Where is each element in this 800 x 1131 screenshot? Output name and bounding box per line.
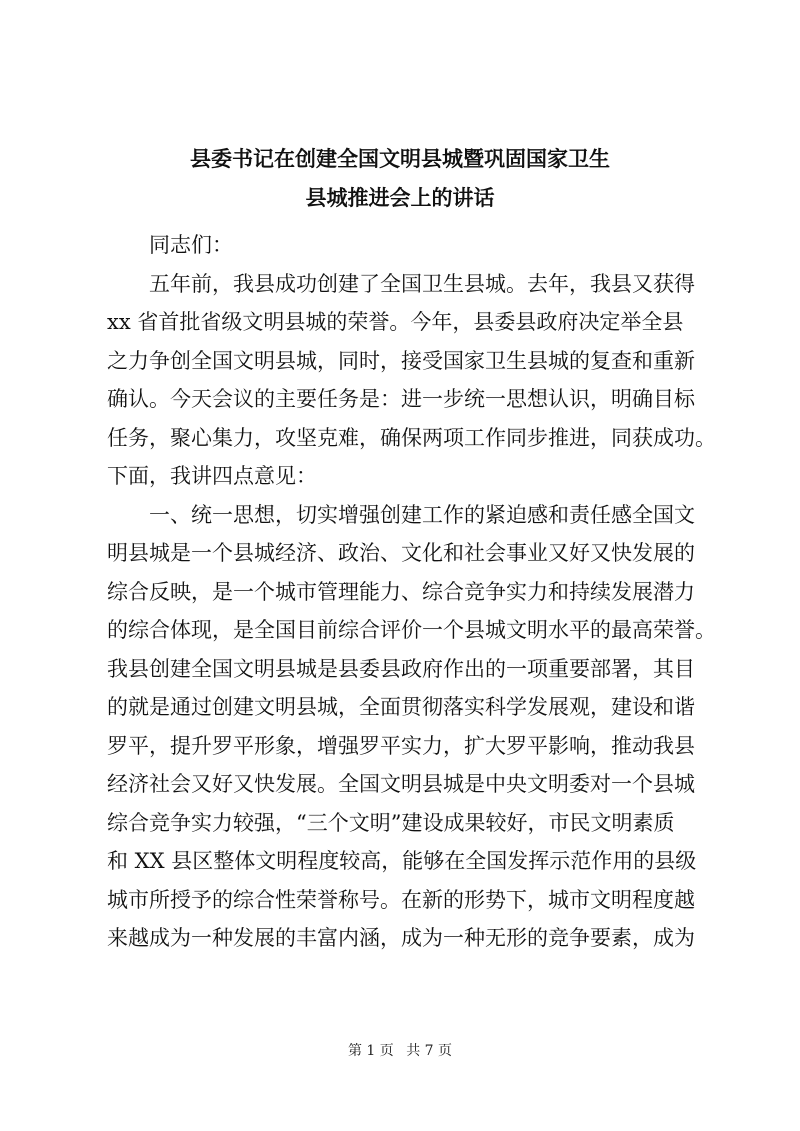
title-line-1: 县委书记在创建全国文明县城暨巩固国家卫生 [190, 146, 610, 171]
body-line: 五年前，我县成功创建了全国卫生县城。去年，我县又获得 [149, 271, 695, 296]
title-line-2: 县城推进会上的讲话 [305, 184, 495, 210]
document-title [90, 140, 710, 217]
body-line: 的综合体现，是全国目前综合评价一个县城文明水平的最高荣誉。 [107, 618, 716, 642]
body-line: 来越成为一种发展的丰富内涵，成为一种无形的竞争要素，成为 [107, 926, 695, 950]
body-line: 综合竞争实力较强，“三个文明”建设成果较好，市民文明素质 [107, 810, 675, 835]
document-body [107, 226, 716, 958]
body-line: 罗平，提升罗平形象，增强罗平实力，扩大罗平影响，推动我县 [107, 733, 695, 758]
salutation: 同志们： [149, 233, 233, 257]
body-line: 之力争创全国文明县城，同时，接受国家卫生县城的复查和重新 [107, 348, 695, 373]
body-line: 下面，我讲四点意见： [107, 464, 317, 488]
body-line: 明县城是一个县城经济、政治、文化和社会事业又好又快发展的 [107, 541, 695, 565]
body-line: 和 XX 县区整体文明程度较高，能够在全国发挥示范作用的县级 [107, 849, 697, 873]
page-number: 第 1 页 [347, 1043, 394, 1059]
body-line: xx 省首批省级文明县城的荣誉。今年，县委县政府决定举全县 [107, 310, 684, 334]
section-heading-line: 一、统一思想，切实增强创建工作的紧迫感和责任感全国文 [149, 502, 695, 527]
body-line: 城市所授予的综合性荣誉称号。在新的形势下，城市文明程度越 [107, 887, 695, 912]
body-line: 综合反映，是一个城市管理能力、综合竞争实力和持续发展潜力 [107, 579, 695, 604]
page-footer [0, 1041, 800, 1061]
body-line: 的就是通过创建文明县城，全面贯彻落实科学发展观，建设和谐 [107, 695, 695, 719]
body-line: 我县创建全国文明县城是县委县政府作出的一项重要部署，其目 [107, 656, 695, 681]
body-line: 确认。今天会议的主要任务是：进一步统一思想认识，明确目标 [107, 387, 695, 411]
body-line: 经济社会又好又快发展。全国文明县城是中央文明委对一个县城 [107, 772, 695, 796]
page-total: 共 7 页 [406, 1043, 453, 1059]
body-line: 任务，聚心集力，攻坚克难，确保两项工作同步推进，同获成功。 [107, 425, 716, 450]
